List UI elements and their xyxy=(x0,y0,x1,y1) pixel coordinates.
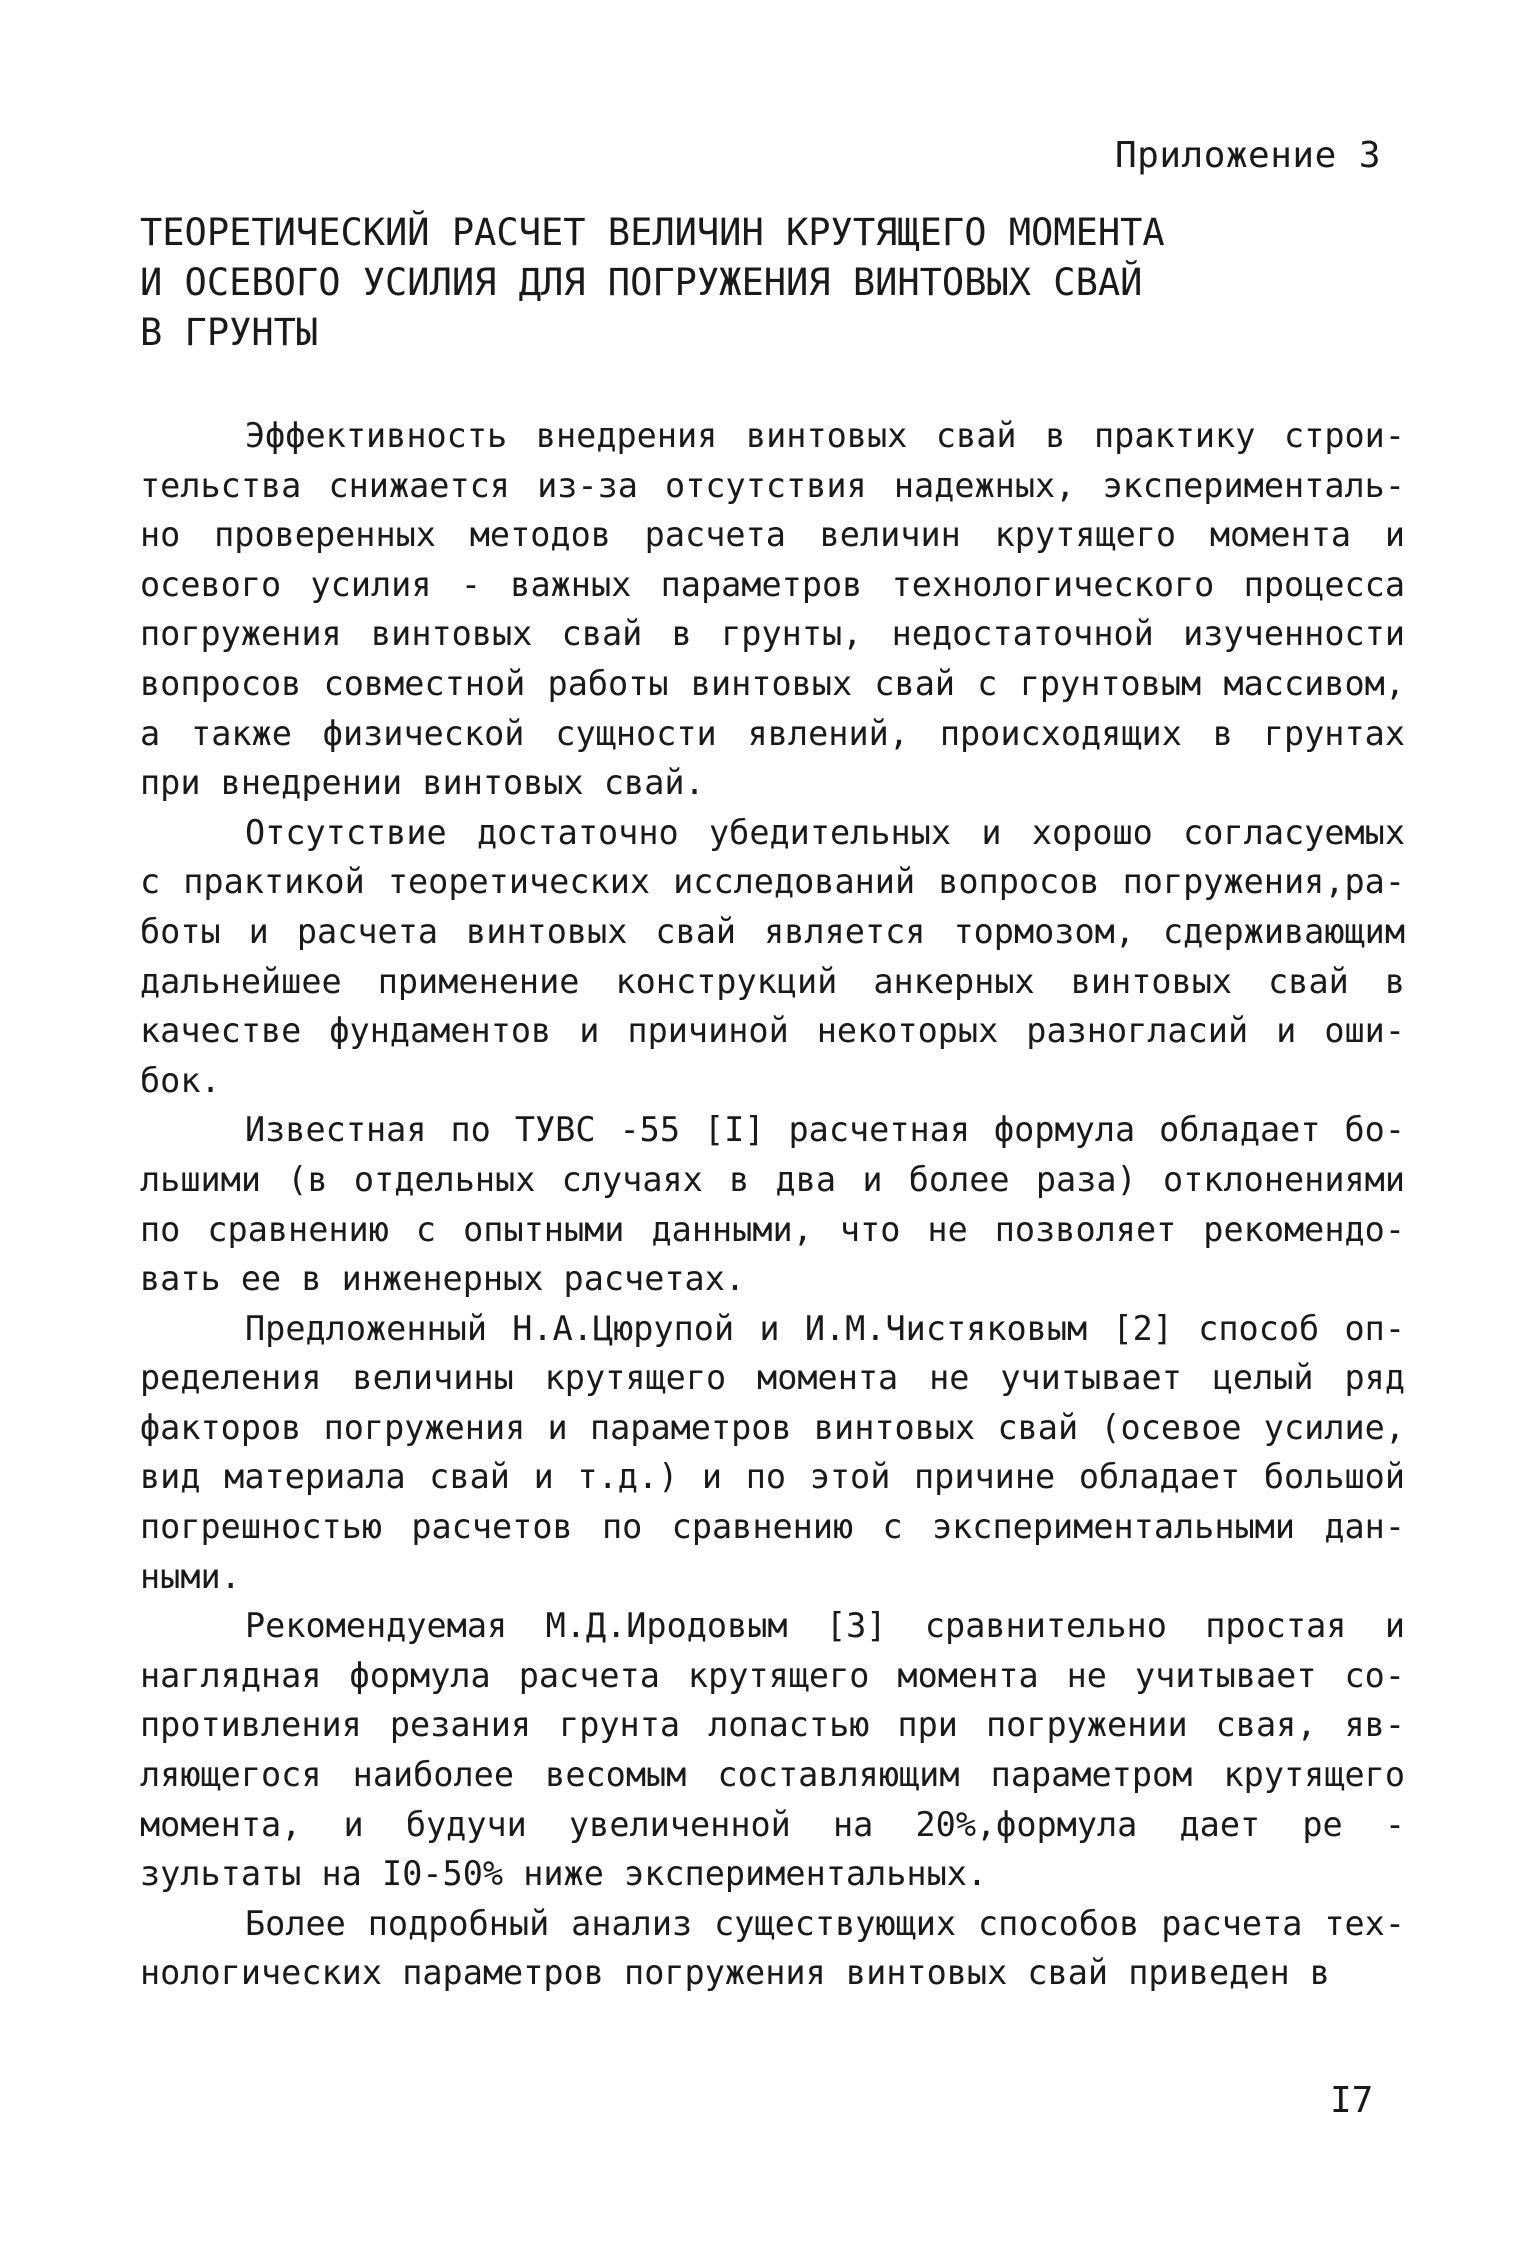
text-line: нологических параметров погружения винтовых свай приведен в xyxy=(140,1953,1330,1993)
text-line: ными. xyxy=(140,1556,241,1596)
title-line: В ГРУНТЫ xyxy=(140,311,319,354)
text-line: по сравнению с опытными данными, что не позволяет рекомендо- xyxy=(140,1209,1405,1249)
text-line: Отсутствие достаточно убедительных и хорошо согласуемых xyxy=(245,812,1405,852)
text-line: дальнейшее применение конструкций анкерных винтовых свай в xyxy=(140,961,1405,1001)
text-line: осевого усилия - важных параметров технологического процесса xyxy=(140,564,1405,604)
text-line: льшими (в отдельных случаях в два и более раза) отклонениями xyxy=(140,1159,1405,1199)
text-line: вид материала свай и т.д.) и по этой причине обладает большой xyxy=(140,1457,1405,1497)
paragraph xyxy=(140,1105,1405,1303)
text-line: вать ее в инженерных расчетах. xyxy=(140,1259,746,1299)
text-line: а также физической сущности явлений, происходящих в грунтах xyxy=(140,713,1405,753)
appendix-label: Приложение 3 xyxy=(1115,135,1382,176)
paragraph xyxy=(140,1601,1405,1899)
text-line: ляющегося наиболее весомым составляющим параметром крутящего xyxy=(140,1755,1405,1795)
text-line: наглядная формула расчета крутящего момента не учитывает со- xyxy=(140,1655,1405,1695)
text-line: погрешностью расчетов по сравнению с экспериментальными дан- xyxy=(140,1507,1405,1547)
paragraph xyxy=(140,1899,1405,1998)
text-line: погружения винтовых свай в грунты, недостаточной изученности xyxy=(140,614,1405,654)
text-line: тельства снижается из-за отсутствия надежных, эксперименталь- xyxy=(140,465,1405,505)
title-line: ТЕОРЕТИЧЕСКИЙ РАСЧЕТ ВЕЛИЧИН КРУТЯЩЕГО МОМЕНТА xyxy=(140,211,1165,254)
text-line: Рекомендуемая М.Д.Иродовым [3] сравнительно простая и xyxy=(245,1606,1405,1646)
text-line: при внедрении винтовых свай. xyxy=(140,763,705,803)
paragraph xyxy=(140,411,1405,808)
text-line: Предложенный Н.А.Цюрупой и И.М.Чистяковым [2] способ оп- xyxy=(245,1308,1405,1348)
text-line: противления резания грунта лопастью при погружении свая, яв- xyxy=(140,1705,1405,1745)
text-line: бок. xyxy=(140,1060,221,1100)
body-text xyxy=(140,411,1405,1998)
text-line: Известная по ТУВС -55 [I] расчетная формула обладает бо- xyxy=(245,1110,1405,1150)
page-number: I7 xyxy=(1330,2080,1374,2121)
text-line: зультаты на I0-50% ниже экспериментальных. xyxy=(140,1854,988,1894)
text-line: но проверенных методов расчета величин крутящего момента и xyxy=(140,515,1405,555)
text-line: вопросов совместной работы винтовых свай с грунтовым массивом, xyxy=(140,663,1405,703)
text-line: факторов погружения и параметров винтовых свай (осевое усилие, xyxy=(140,1407,1405,1447)
text-line: Эффективность внедрения винтовых свай в практику строи- xyxy=(245,416,1405,455)
paragraph xyxy=(140,1304,1405,1602)
text-line: с практикой теоретических исследований вопросов погружения,ра- xyxy=(140,862,1405,902)
paragraph xyxy=(140,808,1405,1106)
text-line: качестве фундаментов и причиной некоторых разногласий и оши- xyxy=(140,1011,1405,1051)
text-line: момента, и будучи увеличенной на 20%,формула дает ре - xyxy=(140,1804,1405,1844)
document-title xyxy=(140,208,1165,358)
text-line: ределения величины крутящего момента не учитывает целый ряд xyxy=(140,1358,1405,1398)
title-line: И ОСЕВОГО УСИЛИЯ ДЛЯ ПОГРУЖЕНИЯ ВИНТОВЫХ СВАЙ xyxy=(140,261,1143,304)
text-line: Более подробный анализ существующих способов расчета тех- xyxy=(245,1903,1405,1943)
text-line: боты и расчета винтовых свай является тормозом, сдерживающим xyxy=(140,911,1405,951)
